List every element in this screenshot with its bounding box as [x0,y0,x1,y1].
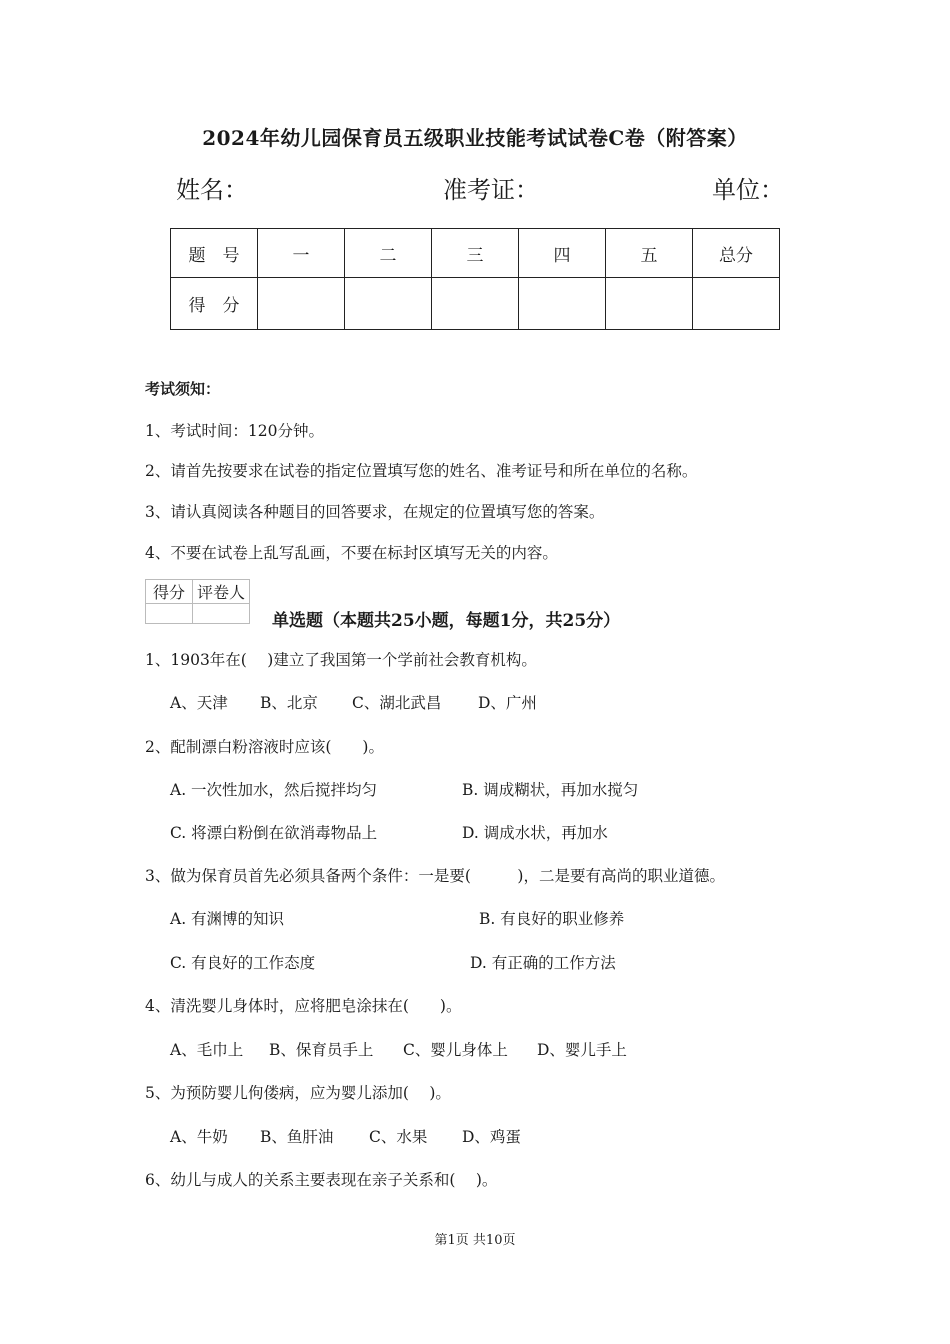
option-d: D. 有正确的工作方法 [470,954,616,972]
section-title: 单选题（本题共25小题，每题1分，共25分） [272,611,621,631]
grader-name-label: 评卷人 [193,580,250,604]
option-c: C、水果 [369,1128,428,1146]
option-c: C. 将漂白粉倒在欲消毒物品上 [170,824,378,842]
score-table-header-cell: 一 [258,229,345,278]
note-item: 3、请认真阅读各种题目的回答要求，在规定的位置填写您的答案。 [145,503,605,521]
option-a: A. 有渊博的知识 [170,910,285,928]
option-b: B、北京 [260,694,318,712]
score-cell [345,278,432,330]
note-item: 2、请首先按要求在试卷的指定位置填写您的姓名、准考证号和所在单位的名称。 [145,462,698,480]
option-a: A. 一次性加水，然后搅拌均匀 [170,781,378,799]
option-a: A、毛巾上 [170,1041,244,1059]
score-cell [432,278,519,330]
option-d: D、广州 [478,694,537,712]
score-table [170,228,780,330]
score-table-header-cell: 二 [345,229,432,278]
option-b: B. 调成糊状，再加水搅匀 [462,781,639,799]
question-stem: 3、做为保育员首先必须具备两个条件：一是要( )，二是要有高尚的职业道德。 [145,867,725,885]
option-c: C、婴儿身体上 [403,1041,508,1059]
exam-id-field-label: 准考证： [443,176,539,204]
grader-name-cell [193,604,250,624]
score-table-header-cell: 总分 [693,229,780,278]
grader-box [145,579,250,624]
option-b: B、鱼肝油 [260,1128,334,1146]
question-stem: 4、清洗婴儿身体时，应将肥皂涂抹在( )。 [145,997,462,1015]
score-row-label: 得 分 [171,278,258,330]
note-item: 1、考试时间：120分钟。 [145,422,324,440]
option-d: D. 调成水状，再加水 [462,824,608,842]
question-stem: 6、幼儿与成人的关系主要表现在亲子关系和( )。 [145,1171,498,1189]
score-table-score-row [171,278,780,330]
option-d: D、鸡蛋 [462,1128,521,1146]
grader-score-cell [146,604,193,624]
score-cell [519,278,606,330]
option-a: A、牛奶 [170,1128,228,1146]
option-c: C. 有良好的工作态度 [170,954,316,972]
question-stem: 2、配制漂白粉溶液时应该( )。 [145,738,384,756]
page-footer: 第1页 共10页 [434,1233,516,1248]
score-table-header-cell: 五 [606,229,693,278]
score-cell [693,278,780,330]
note-item: 4、不要在试卷上乱写乱画，不要在标封区填写无关的内容。 [145,544,558,562]
option-b: B. 有良好的职业修养 [479,910,625,928]
option-c: C、湖北武昌 [352,694,442,712]
score-cell [258,278,345,330]
score-table-header-row [171,229,780,278]
score-cell [606,278,693,330]
grader-score-label: 得分 [146,580,193,604]
unit-field-label: 单位： [712,176,784,204]
option-b: B、保育员手上 [269,1041,374,1059]
notes-heading: 考试须知： [145,380,221,398]
score-table-header-cell: 题 号 [171,229,258,278]
score-table-header-cell: 四 [519,229,606,278]
score-table-header-cell: 三 [432,229,519,278]
name-field-label: 姓名： [176,176,248,204]
option-a: A、天津 [170,694,228,712]
option-d: D、婴儿手上 [537,1041,627,1059]
question-stem: 5、为预防婴儿佝偻病，应为婴儿添加( )。 [145,1084,451,1102]
question-stem: 1、1903年在( )建立了我国第一个学前社会教育机构。 [145,651,537,669]
page-title: 2024年幼儿园保育员五级职业技能考试试卷C卷（附答案） [202,126,748,150]
